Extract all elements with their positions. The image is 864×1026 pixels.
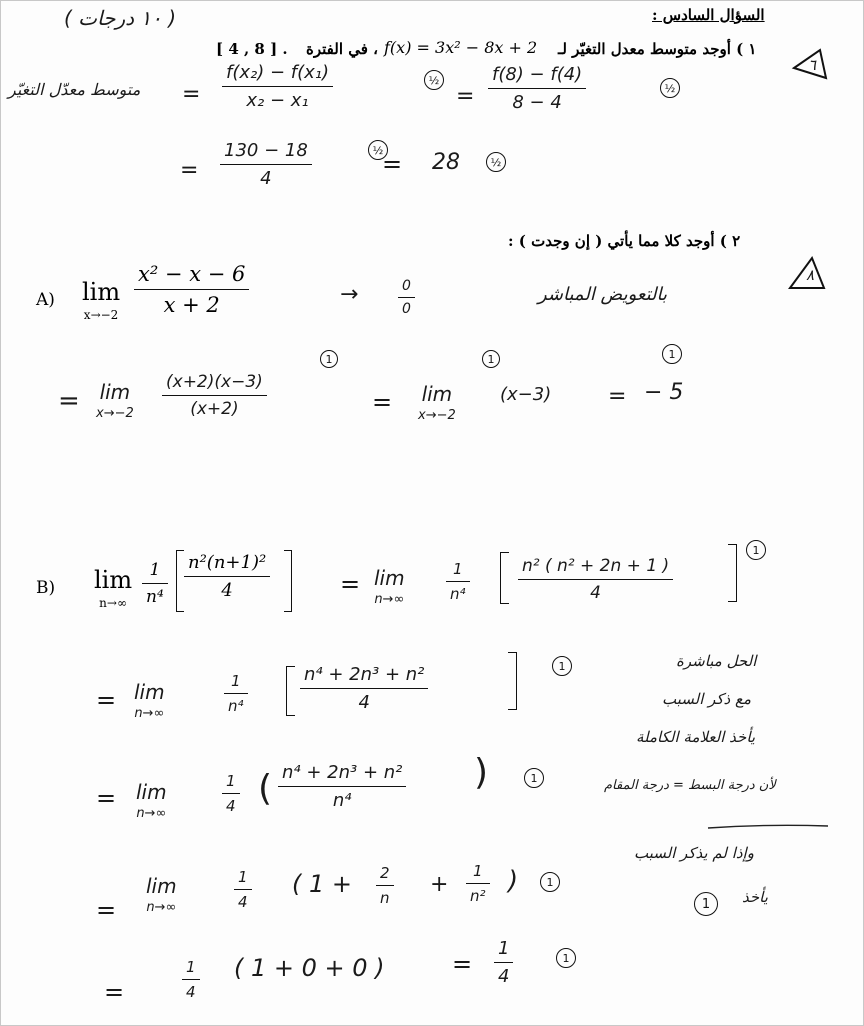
lim-subscript: x→−2 <box>96 406 134 421</box>
lim-word: lim <box>421 382 453 406</box>
equals-sign: = <box>58 386 80 416</box>
quarter-numerator: 1 <box>226 772 236 790</box>
limit-expression <box>96 380 134 421</box>
indeterminate-denominator: 0 <box>402 301 411 317</box>
grading-note: الحل مباشرة <box>676 652 757 670</box>
question-title: السؤال السادس : <box>652 6 765 24</box>
left-bracket <box>500 552 509 604</box>
lim-word: lim <box>136 780 167 804</box>
quarter-numerator: 1 <box>186 958 196 976</box>
simplified-expression: (x−3) <box>500 384 552 405</box>
equals-sign: = <box>608 384 627 409</box>
fraction-bar <box>220 164 312 165</box>
equals-sign: = <box>456 84 475 109</box>
part-a-limit <box>82 278 120 322</box>
right-bracket <box>728 544 737 602</box>
part-a-fraction <box>134 262 249 317</box>
lim-word: lim <box>374 566 405 590</box>
grading-note: لأن درجة البسط = درجة المقام <box>604 778 776 793</box>
limit-expression <box>136 780 167 821</box>
left-bracket <box>286 666 295 716</box>
numeric-fraction <box>220 140 312 189</box>
inner-fraction <box>184 552 270 601</box>
lim-subscript: n→∞ <box>136 806 167 821</box>
lim-subscript: n→∞ <box>99 596 127 610</box>
fraction-bar <box>222 793 240 794</box>
one-mark-icon: 1 <box>524 768 544 788</box>
marks-label: ( ١٠ درجات ) <box>64 6 177 30</box>
lim-word: lim <box>82 278 121 306</box>
one-over-n2-numerator: 1 <box>472 862 483 880</box>
indeterminate-numerator: 0 <box>402 278 411 294</box>
close-group: ) <box>508 866 519 896</box>
lim-word: lim <box>99 380 131 404</box>
quarter-denominator: 4 <box>186 983 196 1001</box>
part-a-label: A) <box>36 290 55 310</box>
right-bracket <box>284 550 292 612</box>
fraction-bar <box>182 979 200 980</box>
coefficient-fraction <box>446 560 470 603</box>
half-mark-icon: ½ <box>486 152 506 172</box>
divided-numerator: n⁴ + 2n³ + n² <box>282 762 403 783</box>
coefficient-numerator: 1 <box>452 560 463 578</box>
quarter-numerator: 1 <box>238 868 248 886</box>
fraction-bar <box>142 583 168 584</box>
one-mark-icon: 1 <box>482 350 500 368</box>
rate-values-fraction <box>488 64 586 113</box>
limit-expression <box>134 680 165 721</box>
final-result-fraction <box>494 938 513 987</box>
two-over-n-fraction <box>376 864 394 907</box>
fraction-bar <box>162 395 267 396</box>
one-mark-icon: 1 <box>552 656 572 676</box>
right-bracket <box>508 652 517 710</box>
part1-interval-text: ، في الفترة <box>306 40 378 58</box>
lim-subscript: x→−2 <box>418 408 456 423</box>
polynomial-fraction <box>300 664 428 713</box>
coefficient-denominator: n⁴ <box>146 587 164 607</box>
direct-substitution-note: بالتعويض المباشر <box>538 284 667 305</box>
coefficient-fraction <box>142 560 168 607</box>
lim-word: lim <box>134 680 165 704</box>
factored-numerator: (x+2)(x−3) <box>166 372 263 392</box>
inner-numerator: n²(n+1)² <box>188 552 267 573</box>
expanded-numerator: n² ( n² + 2n + 1 ) <box>522 556 670 576</box>
expanded-fraction <box>518 556 673 603</box>
part1-result: 28 <box>432 150 460 175</box>
part-b-limit <box>94 566 132 610</box>
factored-denominator: (x+2) <box>190 399 239 419</box>
fraction-bar <box>518 579 673 580</box>
limit-expression <box>374 566 405 607</box>
avg-rate-label: متوسط معدّل التغيّر <box>8 80 141 99</box>
lim-word: lim <box>94 566 133 594</box>
coefficient-denominator: n⁴ <box>450 585 466 603</box>
numeric-denominator: 4 <box>260 168 272 189</box>
divided-fraction <box>278 762 406 811</box>
part1-function: f(x) = 3x² − 8x + 2 <box>384 38 538 57</box>
rate-values-numerator: f(8) − f(4) <box>492 64 583 85</box>
coefficient-fraction <box>224 672 248 715</box>
equals-sign: = <box>180 158 199 183</box>
final-result-numerator: 1 <box>498 938 510 959</box>
left-bracket <box>176 550 184 612</box>
fraction-bar <box>300 688 428 689</box>
two-over-n-numerator: 2 <box>380 864 390 882</box>
part-a-denominator: x + 2 <box>163 293 220 317</box>
quarter-fraction <box>234 868 252 911</box>
one-over-n2-fraction <box>466 862 490 905</box>
coefficient-denominator: n⁴ <box>228 697 244 715</box>
plus-sign: + <box>430 872 449 897</box>
part-a-numerator: x² − x − 6 <box>138 262 246 286</box>
indeterminate-form <box>398 278 415 317</box>
fraction-bar <box>466 883 490 884</box>
grading-note: يأخذ العلامة الكاملة <box>636 728 756 746</box>
fraction-bar <box>376 885 394 886</box>
numeric-numerator: 130 − 18 <box>224 140 308 161</box>
sum-expression: ( 1 + 0 + 0 ) <box>234 954 385 982</box>
one-mark-icon: 1 <box>662 344 682 364</box>
one-mark-icon: 1 <box>556 948 576 968</box>
equals-sign: = <box>96 784 117 812</box>
equals-sign: = <box>96 896 117 924</box>
equals-sign: = <box>182 82 201 107</box>
fraction-bar <box>234 889 252 890</box>
equals-sign: = <box>96 686 117 714</box>
fraction-bar <box>494 962 513 963</box>
equals-sign: = <box>382 150 403 178</box>
part-a-result: − 5 <box>644 380 684 405</box>
expanded-denominator: 4 <box>590 583 601 603</box>
coefficient-numerator: 1 <box>149 560 161 580</box>
quarter-fraction <box>182 958 200 1001</box>
lim-subscript: n→∞ <box>374 592 405 607</box>
fraction-bar <box>224 693 248 694</box>
equals-sign: = <box>104 978 125 1006</box>
lim-subscript: x→−2 <box>83 308 119 322</box>
rate-formula-fraction <box>222 62 333 111</box>
coefficient-numerator: 1 <box>230 672 241 690</box>
fraction-bar <box>222 86 333 87</box>
lim-word: lim <box>146 874 177 898</box>
polynomial-numerator: n⁴ + 2n³ + n² <box>304 664 425 685</box>
fraction-bar <box>398 297 415 298</box>
grading-note: وإذا لم يذكر السبب <box>634 844 754 862</box>
lim-subscript: n→∞ <box>134 706 165 721</box>
grading-note: مع ذكر السبب <box>662 690 752 708</box>
inner-denominator: 4 <box>221 580 233 601</box>
quarter-denominator: 4 <box>238 893 248 911</box>
final-result-denominator: 4 <box>498 966 510 987</box>
equals-sign: = <box>452 950 473 978</box>
part1-score-value: ٦ <box>808 56 817 74</box>
one-over-n2-denominator: n² <box>470 887 486 905</box>
limit-expression <box>146 874 177 915</box>
rate-formula-numerator: f(x₂) − f(x₁) <box>226 62 330 83</box>
part-b-label: B) <box>36 578 56 598</box>
one-mark-icon: 1 <box>694 892 718 916</box>
limit-expression <box>418 382 456 423</box>
quarter-denominator: 4 <box>226 797 236 815</box>
rate-formula-denominator: x₂ − x₁ <box>246 90 309 111</box>
part2-prompt: ٢ ) أوجد كلا مما يأتي ( إن وجدت ) : <box>508 232 741 250</box>
right-paren: ) <box>474 752 489 793</box>
one-mark-icon: 1 <box>540 872 560 892</box>
half-mark-icon: ½ <box>660 78 680 98</box>
left-paren: ( <box>258 768 273 809</box>
factored-fraction <box>162 372 267 419</box>
two-over-n-denominator: n <box>380 889 390 907</box>
part1-prompt: ١ ) أوجد متوسط معدل التغيّر لـ <box>558 40 757 58</box>
implies-arrow: → <box>340 282 359 307</box>
divider-line <box>706 822 830 830</box>
part2-score-value: ٨ <box>806 266 815 284</box>
fraction-bar <box>446 581 470 582</box>
half-mark-icon: ½ <box>368 140 388 160</box>
equals-sign: = <box>372 388 393 416</box>
polynomial-denominator: 4 <box>358 692 370 713</box>
rate-values-denominator: 8 − 4 <box>512 92 562 113</box>
equals-sign: = <box>340 570 361 598</box>
part1-interval: [ 4 , 8 ] . <box>216 40 288 58</box>
one-mark-icon: 1 <box>320 350 338 368</box>
fraction-bar <box>184 576 270 577</box>
one-mark-icon: 1 <box>746 540 766 560</box>
divided-denominator: n⁴ <box>332 790 352 811</box>
fraction-bar <box>134 289 249 290</box>
fraction-bar <box>488 88 586 89</box>
quarter-fraction <box>222 772 240 815</box>
half-mark-icon: ½ <box>424 70 444 90</box>
fraction-bar <box>278 786 406 787</box>
lim-subscript: n→∞ <box>146 900 177 915</box>
grading-note: يأخذ <box>742 888 768 906</box>
open-group: ( 1 + <box>292 870 352 898</box>
